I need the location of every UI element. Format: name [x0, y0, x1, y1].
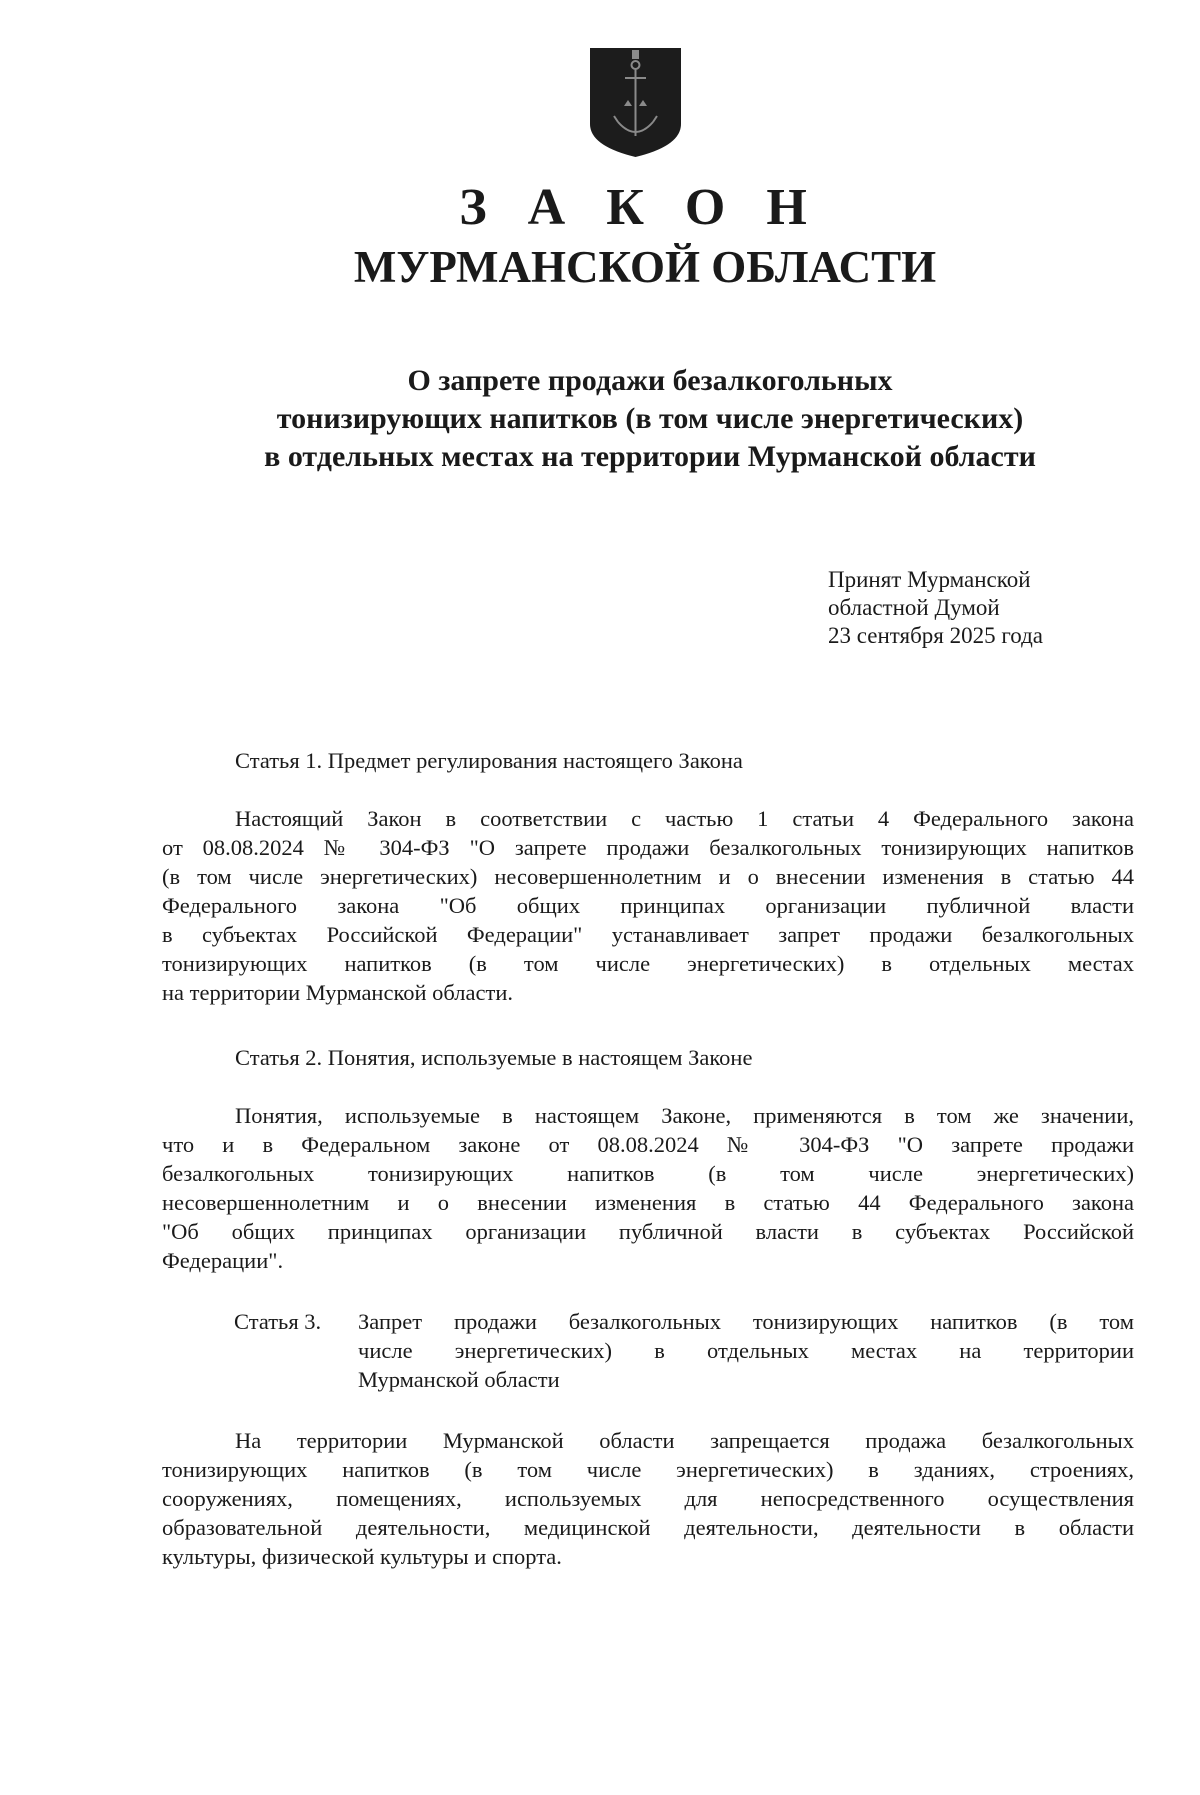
article-1-heading: Статья 1. Предмет регулирования настоящего Закона: [235, 748, 743, 773]
adoption-note: [828, 566, 1043, 650]
article-3-text: [162, 1426, 1134, 1571]
text-line: (в том числе энергетических) несовершеннолетним и о внесении изменения в статью 44: [162, 864, 1134, 889]
text-line: сооружениях, помещениях, используемых для непосредственного осуществления: [162, 1486, 1134, 1511]
adoption-line: 23 сентября 2025 года: [828, 623, 1043, 648]
article-3-label: Статья 3.: [234, 1309, 322, 1334]
law-name-line: тонизирующих напитков (в том числе энергетических): [276, 402, 1024, 435]
text-line: на территории Мурманской области.: [162, 980, 514, 1005]
adoption-line: Принят Мурманской: [828, 567, 1031, 592]
text-line: безалкогольных тонизирующих напитков (в том числе энергетических): [162, 1161, 1134, 1186]
text-line: Настоящий Закон в соответствии с частью 1 статьи 4 Федерального закона: [235, 806, 1134, 831]
adoption-line: областной Думой: [828, 595, 1000, 620]
coat-of-arms-icon: [588, 46, 683, 159]
text-line: Федерального закона "Об общих принципах организации публичной власти: [162, 893, 1134, 918]
heading-line: числе энергетических) в отдельных местах на территории: [358, 1338, 1134, 1363]
document-subtitle: МУРМАНСКОЙ ОБЛАСТИ: [353, 242, 937, 292]
text-line: Федерации".: [162, 1248, 284, 1273]
law-name-line: в отдельных местах на территории Мурманской области: [264, 440, 1036, 473]
law-name-line: О запрете продажи безалкогольных: [407, 364, 893, 397]
article-3-title: [358, 1307, 1134, 1394]
text-line: "Об общих принципах организации публичной власти в субъектах Российской: [162, 1219, 1134, 1244]
law-name: [160, 362, 1140, 476]
heading-line: Запрет продажи безалкогольных тонизирующих напитков (в том: [358, 1309, 1134, 1334]
text-line: Понятия, используемые в настоящем Законе, применяются в том же значении,: [235, 1103, 1134, 1128]
text-line: от 08.08.2024 № 304-ФЗ "О запрете продажи безалкогольных тонизирующих напитков: [162, 835, 1134, 860]
article-2-heading: Статья 2. Понятия, используемые в настоящем Законе: [235, 1045, 753, 1070]
text-line: что и в Федеральном законе от 08.08.2024 № 304-ФЗ "О запрете продажи: [162, 1132, 1134, 1157]
article-1-text: [162, 804, 1134, 1007]
article-2-text: [162, 1101, 1134, 1275]
text-line: культуры, физической культуры и спорта.: [162, 1544, 562, 1569]
text-line: тонизирующих напитков (в том числе энергетических) в зданиях, строениях,: [162, 1457, 1134, 1482]
text-line: несовершеннолетним и о внесении изменения в статью 44 Федерального закона: [162, 1190, 1134, 1215]
text-line: тонизирующих напитков (в том числе энергетических) в отдельных местах: [162, 951, 1134, 976]
text-line: в субъектах Российской Федерации" устанавливает запрет продажи безалкогольных: [162, 922, 1134, 947]
heading-line: Мурманской области: [358, 1367, 560, 1392]
document-title: З А К О Н: [459, 179, 821, 236]
text-line: образовательной деятельности, медицинской деятельности, деятельности в области: [162, 1515, 1134, 1540]
text-line: На территории Мурманской области запрещается продажа безалкогольных: [235, 1428, 1134, 1453]
